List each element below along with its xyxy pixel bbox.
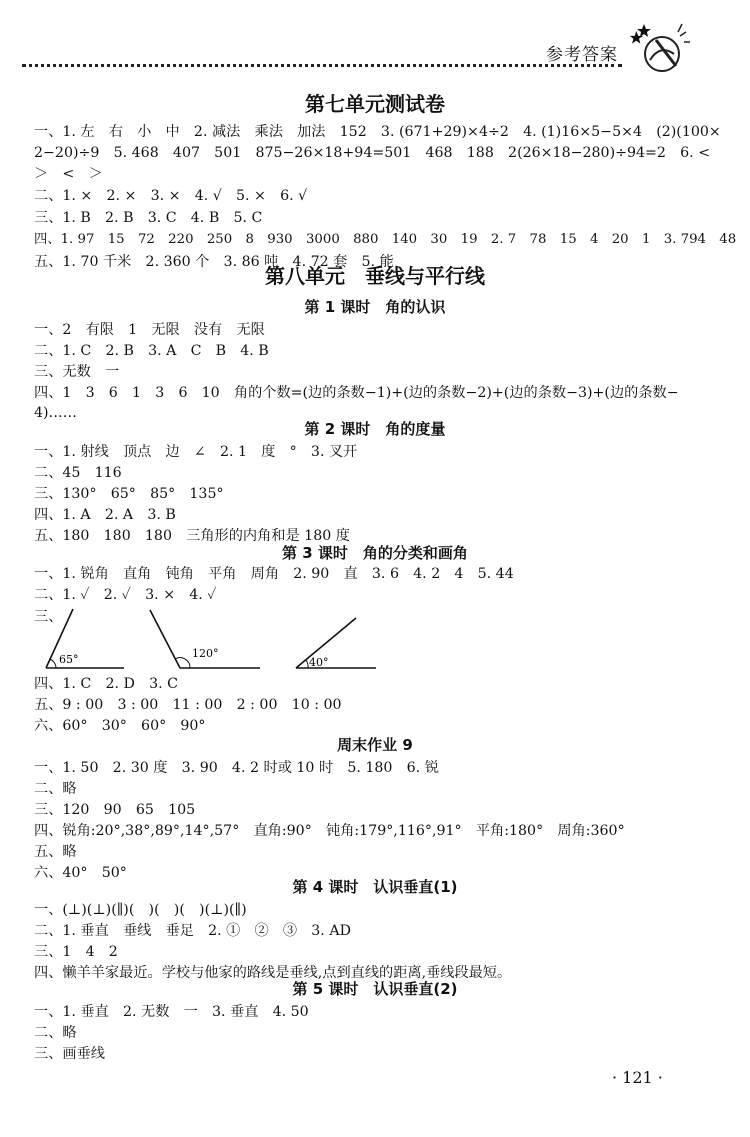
- lesson3-line: 四、1. C 2. D 3. C: [34, 676, 178, 692]
- angle-figure-40: [296, 618, 376, 669]
- unit7-line: 五、1. 70 千米 2. 360 个 3. 86 吨 4. 72 套 5. 能: [34, 254, 394, 270]
- lesson3-title: 第 3 课时 角的分类和画角: [282, 544, 468, 562]
- decorative-star-logo-icon: [626, 20, 692, 76]
- angle-label: 65°: [59, 653, 79, 666]
- lesson1-title: 第 1 课时 角的认识: [304, 298, 446, 316]
- weekend9-line: 一、1. 50 2. 30 度 3. 90 4. 2 时或 10 时 5. 180 6. 锐: [34, 760, 439, 776]
- header-dotted-rule: [22, 64, 622, 67]
- unit7-line: 三、1. B 2. B 3. C 4. B 5. C: [34, 210, 263, 226]
- lesson1-line: 一、2 有限 1 无限 没有 无限: [34, 322, 265, 338]
- lesson1-line: 4)……: [34, 405, 77, 421]
- lesson4-line: 三、1 4 2: [34, 944, 118, 960]
- lesson5-line: 一、1. 垂直 2. 无数 一 3. 垂直 4. 50: [34, 1004, 309, 1020]
- angle-label: 120°: [192, 647, 219, 660]
- weekend9-line: 六、40° 50°: [34, 865, 127, 881]
- lesson5-title: 第 5 课时 认识垂直(2): [292, 980, 458, 998]
- lesson2-line: 二、45 116: [34, 465, 122, 481]
- unit7-line: 2−20)÷9 5. 468 407 501 875−26×18+94=501 468 188 2(26×18−280)÷94=2 6. <: [34, 145, 711, 161]
- lesson1-line: 三、无数 一: [34, 364, 120, 380]
- page-number: · 121 ·: [612, 1068, 663, 1087]
- angle-figure-65: [46, 609, 124, 668]
- lesson2-line: 五、180 180 180 三角形的内角和是 180 度: [34, 528, 350, 544]
- lesson2-line: 一、1. 射线 顶点 边 ∠ 2. 1 度 ° 3. 叉开: [34, 444, 358, 460]
- weekend9-title: 周末作业 9: [337, 736, 413, 754]
- lesson5-line: 三、画垂线: [34, 1046, 105, 1062]
- lesson4-line: 一、(⊥)(⊥)(∥)( )( )( )(⊥)(∥): [34, 902, 247, 918]
- unit8-title: 第八单元 垂线与平行线: [265, 264, 485, 288]
- lesson3-line: 六、60° 30° 60° 90°: [34, 718, 206, 734]
- unit7-line: ＞ < ＞: [34, 166, 103, 182]
- lesson4-title: 第 4 课时 认识垂直(1): [292, 878, 458, 896]
- lesson1-line: 二、1. C 2. B 3. A C B 4. B: [34, 343, 269, 359]
- unit7-line: 一、1. 左 右 小 中 2. 减法 乘法 加法 152 3. (671+29)×4÷2 4. (1)16×5−5×4 (2)(100×: [34, 124, 721, 140]
- lesson2-line: 三、130° 65° 85° 135°: [34, 486, 224, 502]
- header-label: 参考答案: [546, 45, 618, 65]
- lesson4-line: 二、1. 垂直 垂线 垂足 2. ① ② ③ 3. AD: [34, 923, 351, 939]
- lesson5-line: 二、略: [34, 1025, 77, 1041]
- lesson1-line: 四、1 3 6 1 3 6 10 角的个数=(边的条数−1)+(边的条数−2)+(边的条数−3)+(边的条数−: [34, 385, 679, 401]
- angle-label: 40°: [309, 656, 329, 669]
- weekend9-line: 二、略: [34, 781, 77, 797]
- lesson3-line: 一、1. 锐角 直角 钝角 平角 周角 2. 90 直 3. 6 4. 2 4 5. 44: [34, 566, 514, 582]
- angle-drawings: [30, 604, 390, 674]
- lesson2-title: 第 2 课时 角的度量: [304, 420, 446, 438]
- weekend9-line: 五、略: [34, 844, 77, 860]
- unit7-line: 二、1. × 2. × 3. × 4. √ 5. × 6. √: [34, 188, 308, 204]
- weekend9-line: 三、120 90 65 105: [34, 802, 196, 818]
- unit7-line: 四、1. 97 15 72 220 250 8 930 3000 880 140 30 19 2. 7 78 15 4 20 1 3. 794 48: [34, 232, 737, 247]
- angle-figure-120: [150, 610, 260, 668]
- lesson2-line: 四、1. A 2. A 3. B: [34, 507, 176, 523]
- lesson3-line: 五、9 : 00 3 : 00 11 : 00 2 : 00 10 : 00: [34, 697, 342, 713]
- lesson3-line: 三、: [34, 609, 63, 625]
- lesson4-line: 四、懒羊羊家最近。学校与他家的路线是垂线,点到直线的距离,垂线段最短。: [34, 965, 512, 981]
- weekend9-line: 四、锐角:20°,38°,89°,14°,57° 直角:90° 钝角:179°,116°,91° 平角:180° 周角:360°: [34, 823, 625, 839]
- unit7-title: 第七单元测试卷: [305, 92, 445, 116]
- lesson3-line: 二、1. ✓ 2. ✓ 3. × 4. ✓: [34, 587, 217, 603]
